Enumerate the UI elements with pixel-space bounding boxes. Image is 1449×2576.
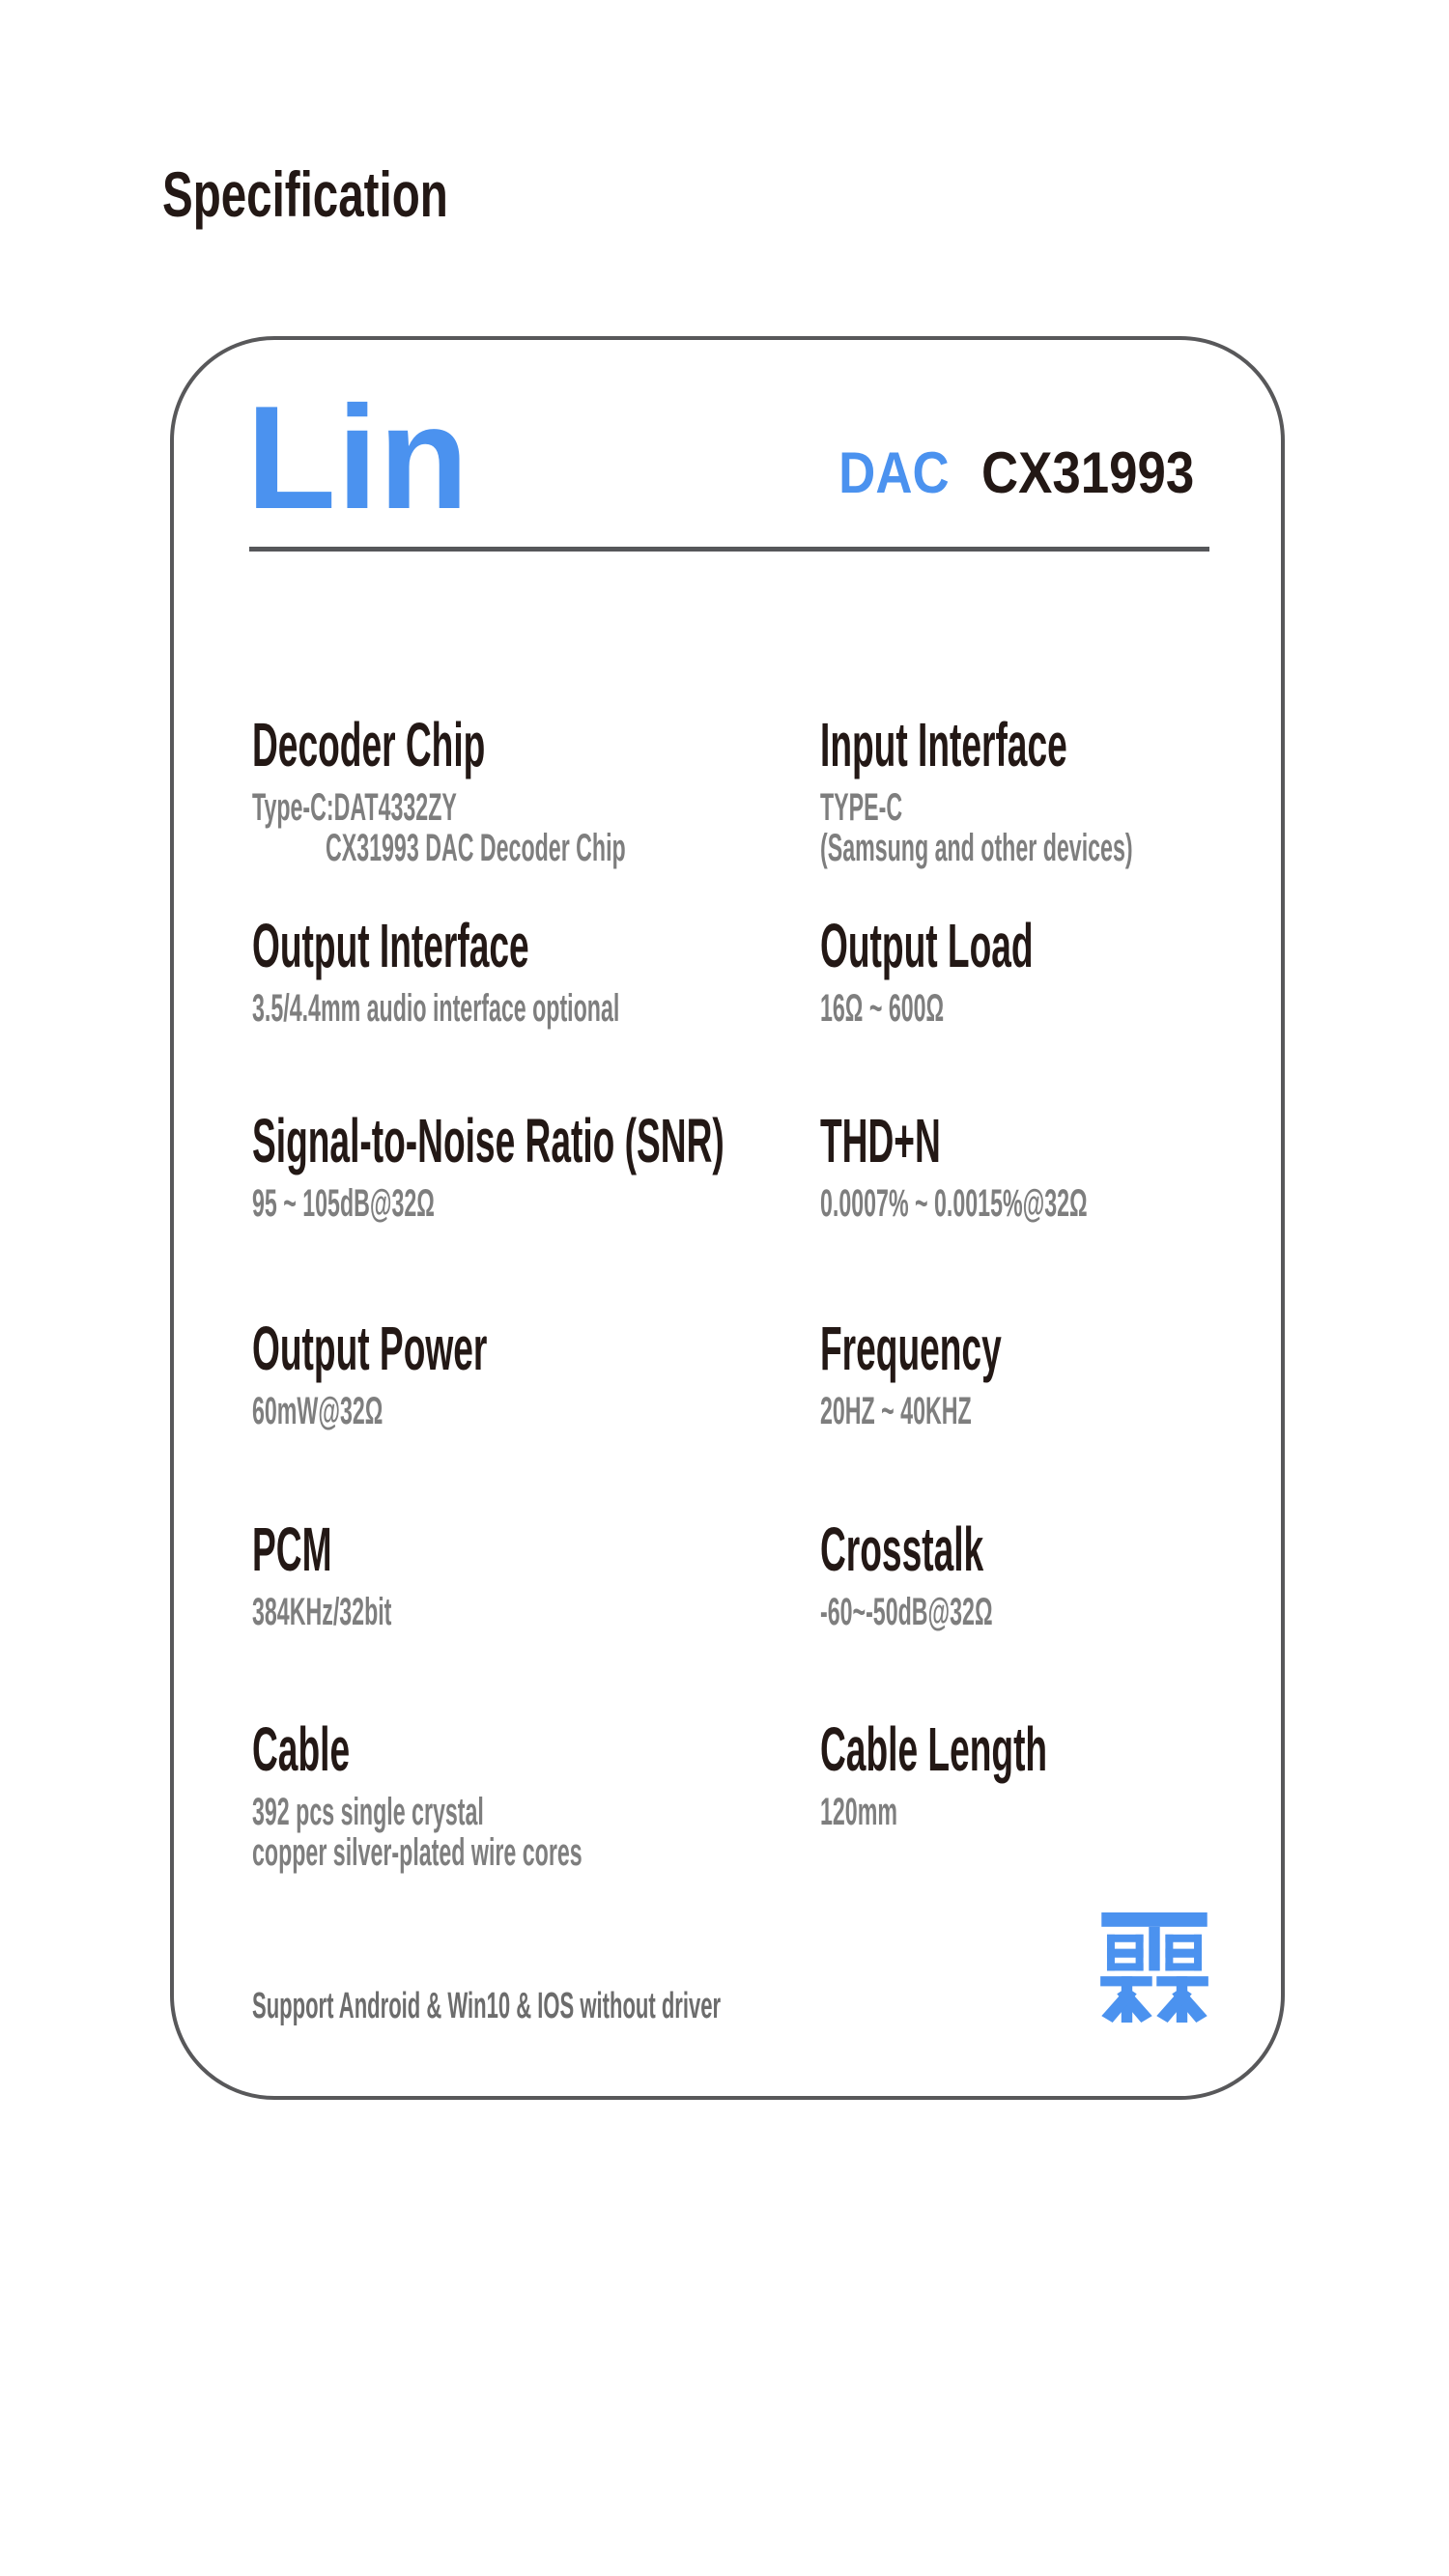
spec-card <box>170 336 1285 2100</box>
spec-value <box>820 988 1187 1029</box>
spec-value <box>820 1792 1211 1832</box>
spec-label: Output Power <box>252 1314 488 1383</box>
spec-value <box>820 1391 1133 1431</box>
spec-item-output-power <box>252 1314 658 1432</box>
spec-value-line: 60mW@32Ω <box>252 1390 384 1432</box>
spec-label: PCM <box>252 1514 332 1584</box>
spec-label: Cable Length <box>820 1714 1048 1784</box>
spec-label: Decoder Chip <box>252 710 486 779</box>
spec-item-input-interface <box>820 710 1359 869</box>
spec-value <box>820 787 1359 868</box>
spec-item-output-load <box>820 911 1187 1030</box>
spec-value-line: Type-C:DAT4332ZY <box>252 786 457 829</box>
chip-model: CX31993 <box>980 440 1194 505</box>
spec-value-line: 120mm <box>820 1791 897 1833</box>
spec-label: Crosstalk <box>820 1514 984 1584</box>
spec-label: Input Interface <box>820 710 1067 779</box>
spec-value <box>252 1391 658 1431</box>
spec-label: Output Load <box>820 911 1034 980</box>
spec-value-line: TYPE-C <box>820 786 903 829</box>
spec-item-crosstalk <box>820 1514 1118 1633</box>
brand-logo-text: Lin <box>246 376 469 540</box>
spec-value-line: 384KHz/32bit <box>252 1591 392 1633</box>
spec-item-pcm <box>252 1514 493 1633</box>
lin-logo-icon <box>1097 1912 1211 2023</box>
spec-value-line: 95 ~ 105dB@32Ω <box>252 1182 435 1225</box>
spec-label: Frequency <box>820 1314 1002 1383</box>
spec-value-line: -60~-50dB@32Ω <box>820 1591 993 1633</box>
spec-value <box>252 1792 821 1873</box>
spec-item-cable-length <box>820 1714 1211 1833</box>
footer-note <box>252 1988 1060 2024</box>
chip-header <box>838 440 1194 505</box>
spec-value <box>252 787 843 868</box>
spec-item-decoder-chip <box>252 710 843 869</box>
spec-value <box>252 1592 493 1632</box>
spec-item-frequency <box>820 1314 1133 1432</box>
spec-item-thd-n <box>820 1106 1281 1225</box>
spec-value-line: (Samsung and other devices) <box>820 827 1133 869</box>
spec-value-line: 20HZ ~ 40KHZ <box>820 1390 972 1432</box>
spec-value-line: CX31993 DAC Decoder Chip <box>326 827 626 869</box>
page-title-text: Specification <box>162 158 448 230</box>
spec-value-line: 16Ω ~ 600Ω <box>820 987 945 1030</box>
dac-label: DAC <box>838 440 950 505</box>
spec-value <box>252 988 886 1029</box>
spec-value <box>820 1592 1118 1632</box>
spec-label: THD+N <box>820 1106 941 1175</box>
spec-label: Output Interface <box>252 911 529 980</box>
spec-value-line: 392 pcs single crystal <box>252 1791 484 1833</box>
spec-item-cable <box>252 1714 821 1874</box>
footer-note-text: Support Android & Win10 & IOS without driver <box>252 1986 722 2026</box>
spec-value-line: 3.5/4.4mm audio interface optional <box>252 987 620 1030</box>
page-title <box>162 158 559 230</box>
spec-value-line: 0.0007% ~ 0.0015%@32Ω <box>820 1182 1088 1225</box>
spec-item-output-interface <box>252 911 886 1030</box>
header-divider <box>249 547 1209 552</box>
spec-value <box>820 1183 1281 1224</box>
spec-label: Signal-to-Noise Ratio (SNR) <box>252 1106 724 1175</box>
spec-value-line: copper silver-plated wire cores <box>252 1831 582 1874</box>
spec-label: Cable <box>252 1714 351 1784</box>
